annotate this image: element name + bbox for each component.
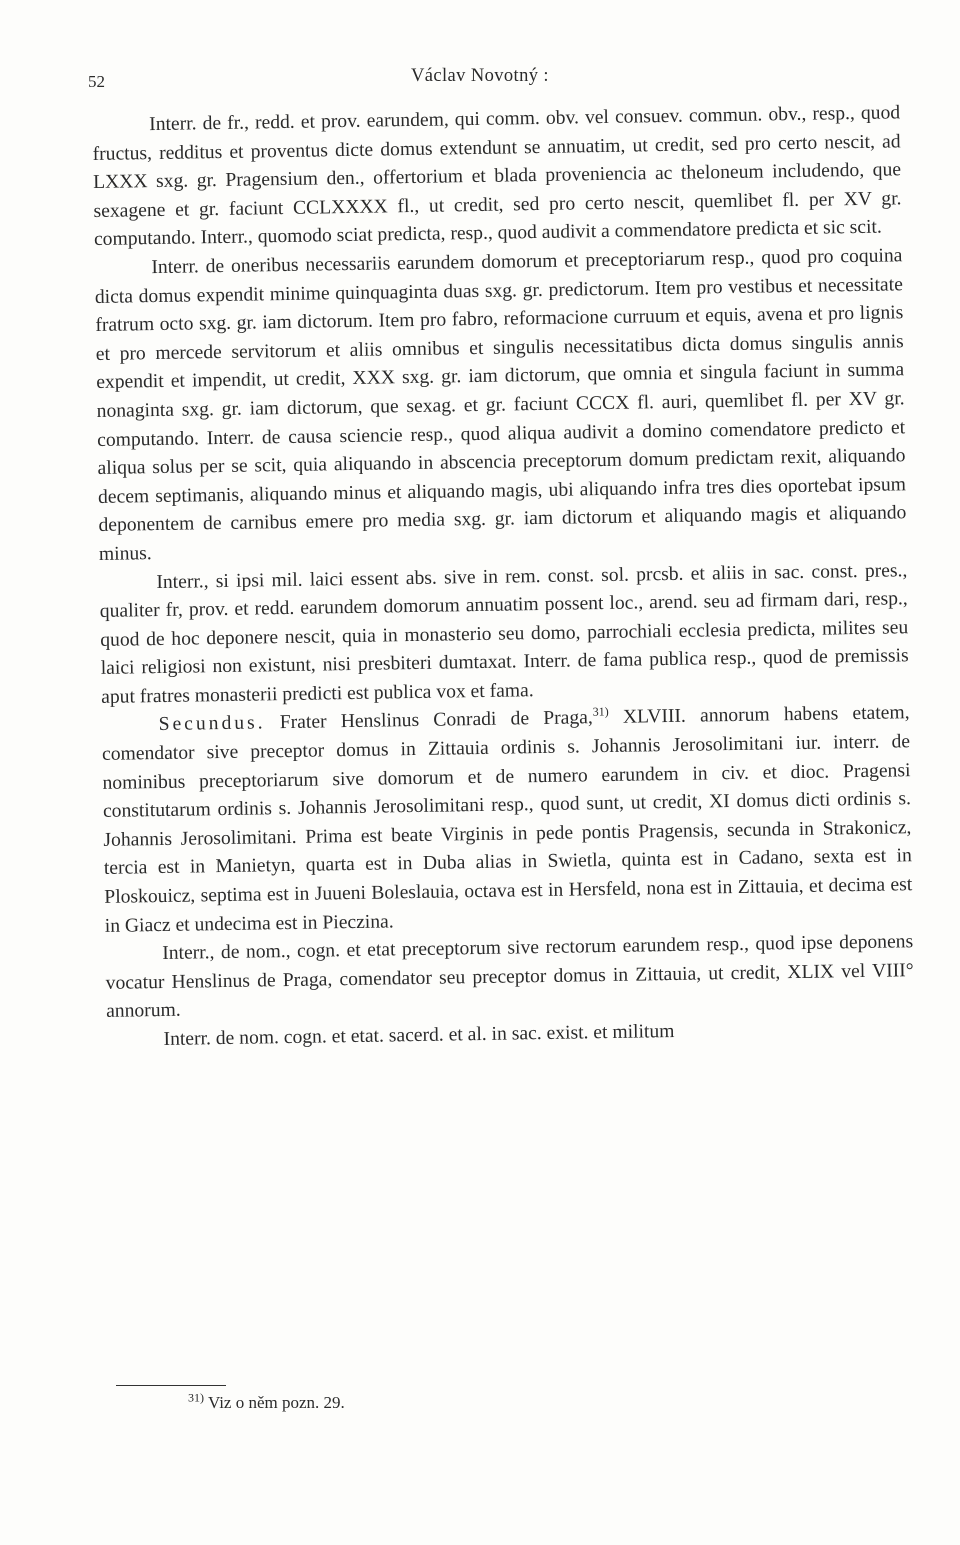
footnote-reference: 31) bbox=[592, 704, 609, 720]
paragraph-6: Interr. de nom. cogn. et etat. sacerd. et al. in sac. exist. et militum bbox=[163, 1020, 675, 1050]
footnote-marker: 31) bbox=[188, 1390, 204, 1405]
paragraph-4-text-a: Frater Henslinus Conradi de Praga, bbox=[265, 707, 593, 734]
paragraph-4 bbox=[101, 700, 912, 941]
paragraph-5: Interr., de nom., cogn. et etat preceptorum sive rectorum earundem resp., quod ipse deponens vocatur Henslinus de Praga, comendator seu preceptor domus in Zittauia, ut credit, XLIX vel VIII° annorum. bbox=[105, 931, 914, 1023]
paragraph-2: Interr. de oneribus necessariis earundem domorum et preceptoriarum resp., quod pro coquina dicta domus expendit minime quinquaginta duas sxg. gr. predictorum. Item pro vestibus et necessitate fratrum octo sxg. gr. iam dictorum. Item pro fabro, reformacione curruum et equis, avena et pro lignis et pro mercede servitorum et aliis omnibus et singulis necessitatibus dicta domus singulis annis expendit et impendit, ut credit, XXX sxg. gr. iam dictorum, que omnia et singula faciunt in summa nonaginta sxg. gr. iam dictorum, que sexag. et gr. faciunt CCCX fl. auri, quemlibet fl. per XV gr. computando. Interr. de causa sciencie resp., quod aliqua audivit a domino comendatore predicto et aliqua solus per se scit, quia aliquando in abscencia preceptorum domum predictam rexit, aliquando decem septimanis, aliquando minus et aliquando magis, ubi aliquando infra tres dies oportebat ipsum deponentem de carnibus emere pro media sxg. gr. iam dictorum et aliquando magis et aliquando minus. bbox=[94, 245, 907, 565]
section-lead: Secundus. bbox=[158, 712, 266, 736]
paragraph-3: Interr., si ipsi mil. laici essent abs. sive in rem. const. sol. prcsb. et aliis in sac. const. pres., qualiter fr, prov. et redd. earundem domorum annuatim possent loc., arend. seu ad firmam dari, resp., quod de hoc deponere nescit, quia in monasterio seu domo, parrochiali ecclesia predicta, milites seu laici religiosi non existunt, nisi presbiteri dumtaxat. Interr. de fama publica resp., quod de premissis aput fratres monasterii predicti est publica vox et fama. bbox=[99, 559, 909, 708]
page-number: 52 bbox=[88, 72, 105, 91]
running-title: Václav Novotný : bbox=[411, 66, 549, 86]
footnote-text: Viz o něm pozn. 29. bbox=[204, 1393, 345, 1412]
paragraph-1: Interr. de fr., redd. et prov. earundem, qui comm. obv. vel consuev. commun. obv., resp., quod fructus, redditus et proventus dicte domus extendunt se annuatim, ut credit, sed pro certo nescit, ad LXXX sxg. gr. Pragensium den., offertorium et blada proveniencia ac theloneum includendo, que sexagene et gr. faciunt CCLXXXX fl., ut credit, sed pro certo nescit, quemlibet fl. per XV gr. computando. Interr., quomodo sciat predicta, resp., quod audivit a commendatore predicta et sic scit. bbox=[92, 102, 902, 251]
main-text bbox=[92, 99, 915, 1055]
paragraph-4-text-b: XLVIII. annorum habens etatem, comendator sive preceptor domus in Zittauia ordinis s. Johannis Jerosolimitani iur. interr. de nominibus preceptoriarum sive domorum et de numero earundem in civ. et dioc. Pragensi constitutarum ordinis s. Johannis Jerosolimitani resp., quod sunt, ut credit, XI domus dicti ordinis s. Johannis Jerosolimitani. Prima est beate Virginis in pede pontis Pragensis, secunda in Strakonicz, tercia est in Manietyn, quarta est in Duba alias in Swietla, quinta est in Cadano, sexta est in Ploskouicz, septima est in Juueni Boleslauia, octava est in Hersfeld, nona est in Zittauia, et decima est in Giacz et undecima est in Pieczina. bbox=[101, 702, 913, 937]
footnote-divider bbox=[116, 1385, 226, 1386]
footnote bbox=[188, 1390, 345, 1413]
